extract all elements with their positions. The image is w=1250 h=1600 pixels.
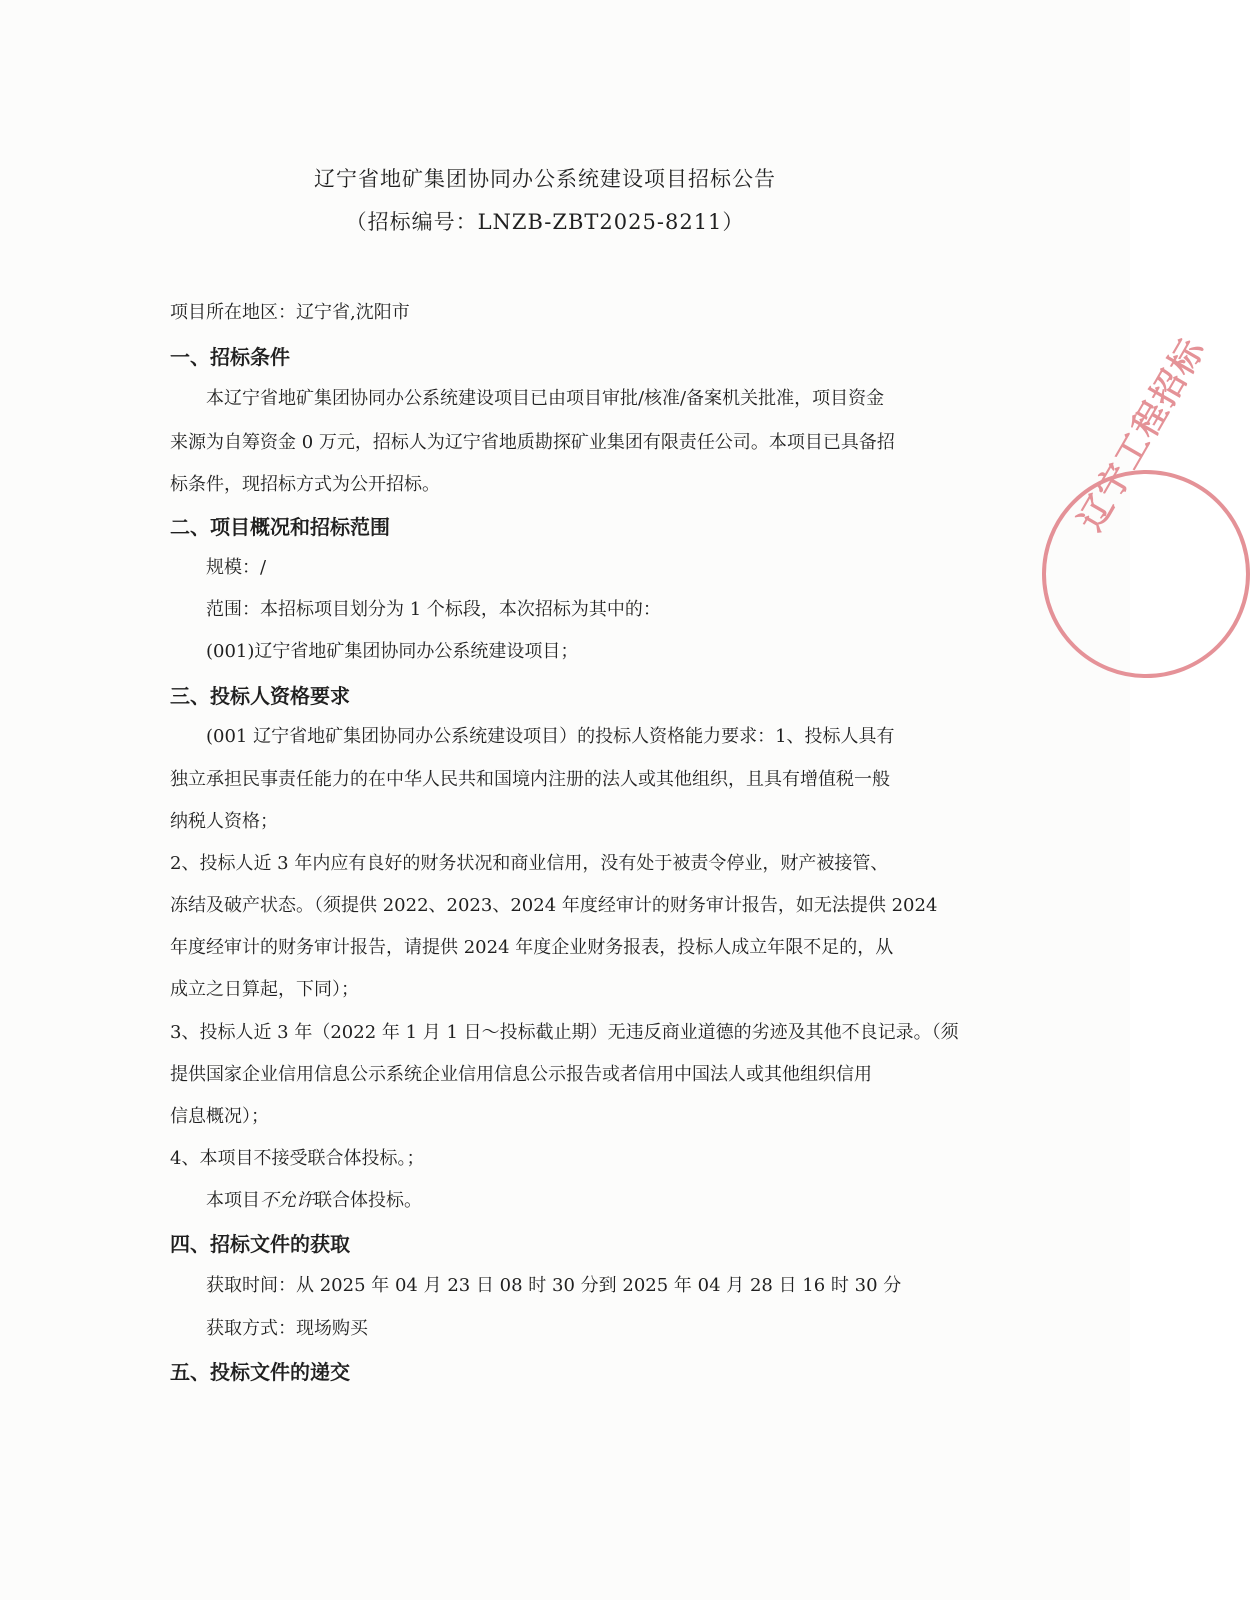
section-4-heading: 四、招标文件的获取 [170,1232,350,1256]
consortium-note-post: 联合体投标。 [314,1190,422,1211]
acquisition-time: 获取时间：从 2025 年 04 月 23 日 08 时 30 分到 2025 年 04 月 28 日 16 时 30 分 [206,1275,902,1296]
scale-line: 规模：/ [206,557,267,578]
qualification-line: 成立之日算起，下同）； [170,979,359,1000]
section-2-heading: 二、项目概况和招标范围 [170,515,390,539]
section-1-line: 来源为自筹资金 0 万元，招标人为辽宁省地质勘探矿业集团有限责任公司。本项目已具备招 [170,432,895,453]
qualification-line: 年度经审计的财务审计报告，请提供 2024 年度企业财务报表，投标人成立年限不足的，从 [170,937,894,958]
tender-number: （招标编号：LNZB-ZBT2025-8211） [345,210,745,234]
section-5-heading: 五、投标文件的递交 [170,1360,350,1384]
qualification-line: 独立承担民事责任能力的在中华人民共和国境内注册的法人或其他组织，且具有增值税一般 [170,769,890,790]
section-1-line: 本辽宁省地矿集团协同办公系统建设项目已由项目审批/核准/备案机关批准，项目资金 [206,388,885,409]
consortium-note-pre: 本项目 [206,1190,260,1211]
lot-item: (001)辽宁省地矿集团协同办公系统建设项目； [206,641,579,662]
qualification-line: 2、投标人近 3 年内应有良好的财务状况和商业信用，没有处于被责令停业，财产被接管、 [170,853,889,874]
document-title: 辽宁省地矿集团协同办公系统建设项目招标公告 [314,167,776,191]
section-1-line: 标条件，现招标方式为公开招标。 [170,474,440,495]
qualification-line: 信息概况）； [170,1106,269,1127]
official-seal [1042,330,1250,678]
scope-line: 范围：本招标项目划分为 1 个标段，本次招标为其中的： [206,599,661,620]
official-seal-text: 辽宁工程招标 [1070,330,1214,538]
consortium-note [206,1188,422,1214]
qualification-line: 冻结及破产状态。（须提供 2022、2023、2024 年度经审计的财务审计报告，如无法提供 2024 [170,895,938,916]
project-location: 项目所在地区：辽宁省,沈阳市 [170,302,410,323]
section-1-heading: 一、招标条件 [170,345,290,369]
consortium-note-italic: 不允许 [260,1190,314,1211]
qualification-line: 3、投标人近 3 年（2022 年 1 月 1 日～投标截止期）无违反商业道德的劣迹及其他不良记录。（须 [170,1022,959,1043]
qualification-line: (001 辽宁省地矿集团协同办公系统建设项目）的投标人资格能力要求：1、投标人具有 [206,726,895,747]
consortium-line: 4、本项目不接受联合体投标。； [170,1148,425,1169]
qualification-line: 提供国家企业信用信息公示系统企业信用信息公示报告或者信用中国法人或其他组织信用 [170,1064,872,1085]
acquisition-method: 获取方式：现场购买 [206,1318,368,1339]
section-3-heading: 三、投标人资格要求 [170,684,350,708]
qualification-line: 纳税人资格； [170,811,278,832]
